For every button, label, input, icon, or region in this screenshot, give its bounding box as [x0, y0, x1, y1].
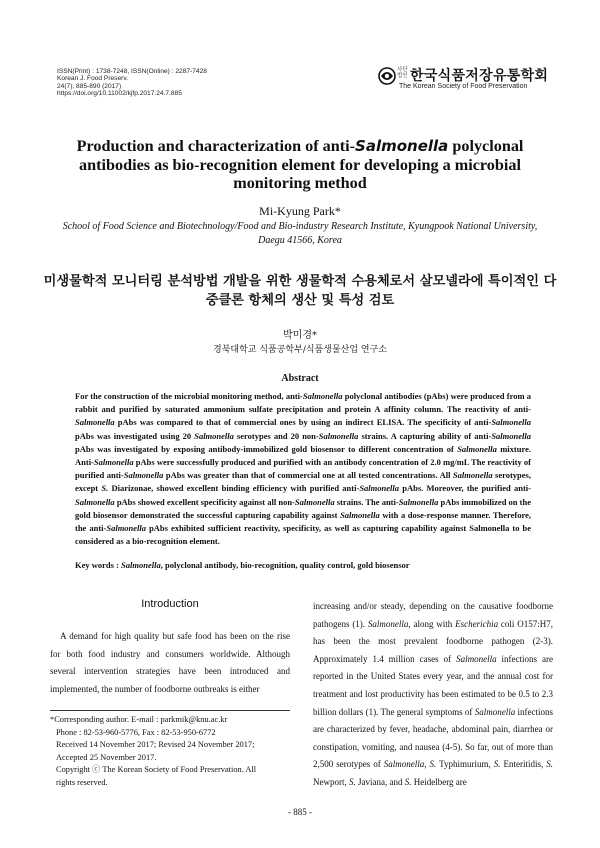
- footnote: [50, 714, 296, 789]
- society-name-english: The Korean Society of Food Preservation: [399, 83, 528, 90]
- journal-header: [57, 68, 207, 98]
- keywords: Key words : Salmonella, polyclonal antibody, bio-recognition, quality control, gold biosensor: [75, 560, 410, 570]
- introduction-left-column: A demand for high quality but safe food has been on the rise for both food industry and consumers worldwide. Although several intervention strategies have been introduced and implemented, the number of foodborne outbreaks is either: [50, 631, 290, 694]
- volume-line: 24(7), 885-890 (2017): [57, 82, 122, 90]
- copyright-cont: rights reserved.: [56, 777, 108, 787]
- footnote-divider: [50, 710, 290, 711]
- introduction-heading: Introduction: [141, 598, 199, 610]
- abstract-body: For the construction of the microbial monitoring method, anti-Salmonella polyclonal antibodies (pAbs) were produced from a rabbit and purified by saturated ammonium sulfate precipitation and protein A affinity column. The reactivity of anti-Salmonella pAbs was compared to that of commercial ones by using an indirect ELISA. The specificity of anti-Salmonella pAbs was investigated using 20 Salmonella serotypes and 20 non-Salmonella strains. A capturing ability of anti-Salmonella pAbs was investigated by exposing antibody-immobilized gold biosensor to different concentration of Salmonella mixture. Anti-Salmonella pAbs were successfully produced and purified with an antibody concentration of 2.0 mg/mL The reactivity of purified anti-Salmonella pAbs was greater than that of commercial one at all tested concentrations. All Salmonella serotypes, except S. Diarizonae, showed excellent binding efficiency with purified anti-Salmonella pAbs. Moreover, the purified anti-Salmonella pAbs showed excellent specificity against all non-Salmonella strains. The anti-Salmonella pAbs immobilized on the gold biosensor demonstrated the successful capturing capability against Salmonella with a dose-response manner. Therefore, the anti-Salmonella pAbs exhibited sufficient reactivity, specificity, as well as capturing capability against Salmonella to be considered as a bio-recognition element.: [75, 391, 531, 547]
- issn-line: ISSN(Print) : 1738-7248, ISSN(Online) : 2287-7428: [57, 68, 207, 75]
- society-logo: [377, 66, 557, 92]
- korean-author: 박미경*: [283, 330, 317, 341]
- journal-name: Korean J. Food Preserv.: [57, 75, 128, 83]
- korean-affiliation: 경북대학교 식품공학부/식품생물산업 연구소: [213, 345, 387, 355]
- received-dates: Received 14 November 2017; Revised 24 November 2017;: [56, 740, 255, 749]
- korean-title: 미생물학적 모니터링 분석방법 개발을 위한 생물학적 수용체로서 살모넬라에 특이적인 다중클론 항체의 생산 및 특성 검토: [43, 274, 557, 308]
- author-name: Mi-Kyung Park*: [259, 204, 341, 218]
- paper-title: Production and characterization of anti-Salmonella polyclonal antibodies as bio-recognition element for developing a microbial monitoring method: [76, 137, 524, 192]
- introduction-right-column: increasing and/or steady, depending on the causative foodborne pathogens (1). Salmonella, along with Escherichia coli O157:H7, has been the most prevalent foodborne pathogen (2-3). Approximately 1.4 million cases of Salmonella infections are reported in the United States every year, and the annual cost for treatment and lost productivity has been estimated to be 0.5 to 2.3 billion dollars (1). The general symptoms of Salmonella infections are characterized by fever, headache, abdominal pain, diarrhea or constipation, vomiting, and nausea (4-5). So far, out of more than 2,500 serotypes of Salmonella, S. Typhimurium, S. Enteritidis, S. Newport, S. Javiana, and S. Heidelberg are: [313, 601, 554, 787]
- corresponding-author: *Corresponding author. E-mail : parkmik@knu.ac.kr: [50, 715, 228, 724]
- doi-link[interactable]: https://doi.org/10.11002/kjfp.2017.24.7.885: [57, 90, 182, 98]
- society-name-korean: 한국식품저장유통학회: [410, 68, 549, 84]
- accepted-date: Accepted 25 November 2017.: [56, 752, 157, 762]
- abstract-heading: Abstract: [281, 373, 319, 384]
- contact-phone-fax: Phone : 82-53-960-5776, Fax : 82-53-950-6772: [56, 727, 216, 737]
- page-number: - 885 -: [288, 807, 312, 817]
- affiliation: School of Food Science and Biotechnology/Food and Bio-industry Research Institute, Kyungpook National University, Daegu 41566, Korea: [62, 221, 538, 246]
- society-prefix: 사단 법인: [397, 67, 408, 80]
- society-logo-icon: [377, 66, 397, 86]
- copyright: Copyright ⓒ The Korean Society of Food Preservation. All: [56, 765, 257, 774]
